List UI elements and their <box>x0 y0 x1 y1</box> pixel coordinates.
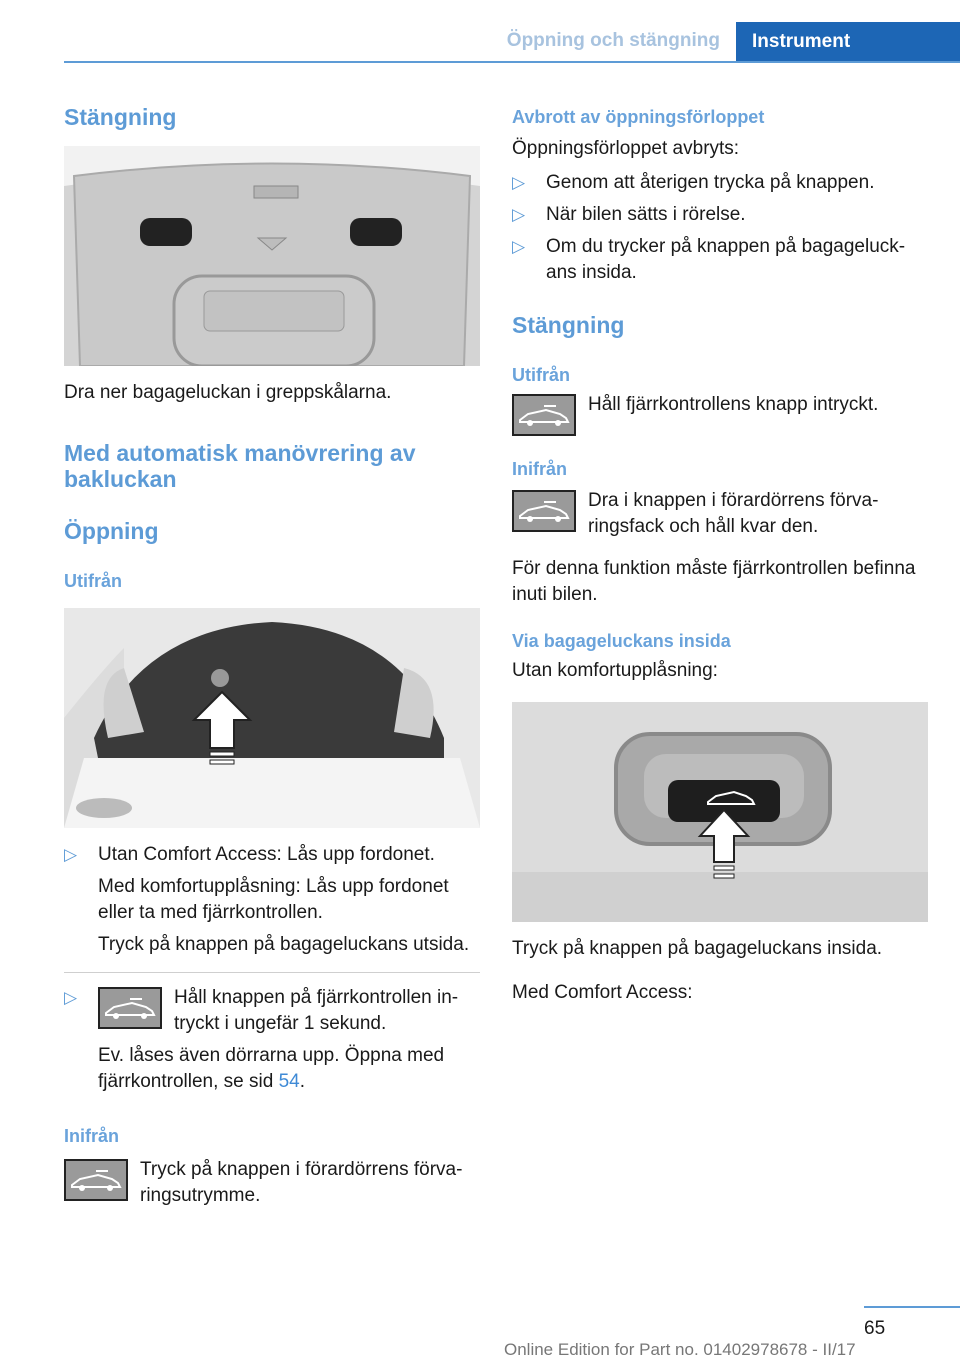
page-number: 65 <box>864 1318 886 1339</box>
header-section-title: Öppning och stängning <box>506 30 720 51</box>
tailgate-car-icon <box>512 394 576 436</box>
hold-remote-text: Håll knappen på fjärrkontrollen intryckt i ungefär 1 sekund. <box>174 987 459 1034</box>
page-link-54[interactable]: 54 <box>278 1071 300 1092</box>
abort-item-text: När bilen sätts i rörelse. <box>546 204 746 225</box>
hold-remote-close-text: Håll fjärrkontrollens knapp intryckt. <box>588 394 879 415</box>
inside-button-image <box>512 702 928 922</box>
outside-close-row <box>512 392 928 436</box>
list-item <box>512 202 928 228</box>
triangle-bullet-icon: ▷ <box>64 845 78 864</box>
heading-closing: Stängning <box>64 104 177 130</box>
list-item <box>64 842 480 958</box>
right-column <box>512 100 928 1006</box>
triangle-bullet-icon: ▷ <box>512 173 526 192</box>
left-column <box>64 100 480 1209</box>
list-item <box>512 170 928 196</box>
pull-instruction: Dra ner bagageluckan i greppskålarna. <box>64 382 392 403</box>
tailgate-car-icon <box>98 987 162 1029</box>
unlock-doors-note <box>98 1043 480 1095</box>
tailgate-car-icon <box>512 490 576 532</box>
heading-inside-right: Inifrån <box>512 459 568 479</box>
unlock-doors-note-text: Ev. låses även dörrarna upp. Öppna med fjärrkontrollen, se sid <box>98 1045 445 1092</box>
inside-close-row <box>512 488 928 540</box>
list-item <box>512 234 928 286</box>
step-press-outside: Tryck på knappen på bagageluckans utsida. <box>98 934 470 955</box>
tailgate-car-icon <box>64 1159 128 1201</box>
triangle-bullet-icon: ▷ <box>64 988 78 1007</box>
abort-item-text: Genom att återigen trycka på knappen. <box>546 172 875 193</box>
with-comfort-label: Med Comfort Access: <box>512 982 693 1003</box>
abort-item-text: Om du trycker på knappen på bagageluckans insida. <box>546 236 906 283</box>
edition-footer: Online Edition for Part no. 01402978678 - II/17 <box>504 1340 856 1359</box>
heading-opening: Öppning <box>64 518 159 544</box>
remote-icon-row <box>98 985 480 1037</box>
press-inside-caption: Tryck på knappen på bagageluckans insida. <box>512 938 883 959</box>
heading-via-inside: Via bagageluckans insida <box>512 631 731 651</box>
trunk-lid-inside-image <box>64 146 480 366</box>
step-no-comfort: Utan Comfort Access: Lås upp fordonet. <box>98 844 435 865</box>
header-chapter-tab[interactable]: Instrument <box>736 22 960 63</box>
abort-list <box>512 170 928 286</box>
header-rule <box>64 61 960 63</box>
step-comfort-unlock: Med komfortupplåsning: Lås upp fordonet eller ta med fjärrkontrollen. <box>98 876 449 923</box>
heading-outside: Utifrån <box>64 571 122 591</box>
pull-driver-door-text: Dra i knappen i förardörrens förvaringsfack och håll kvar den. <box>588 490 879 537</box>
footer-rule <box>864 1306 960 1308</box>
no-comfort-label: Utan komfortupplåsning: <box>512 660 718 681</box>
heading-outside-right: Utifrån <box>512 365 570 385</box>
triangle-bullet-icon: ▷ <box>512 237 526 256</box>
list-item <box>64 985 480 1095</box>
abort-intro: Öppningsförloppet avbryts: <box>512 138 740 159</box>
heading-abort: Avbrott av öppningsförloppet <box>512 107 765 127</box>
note-period: . <box>299 1071 305 1092</box>
heading-auto: Med automatisk manövrering av bakluckan <box>64 440 416 492</box>
opening-steps <box>64 842 480 1095</box>
press-driver-door-text: Tryck på knappen i förardörrens förvaringsutrymme. <box>140 1159 463 1206</box>
remote-inside-note: För denna funktion måste fjärrkontrollen befinna inuti bilen. <box>512 558 916 605</box>
heading-closing-right: Stängning <box>512 312 625 338</box>
heading-inside: Inifrån <box>64 1126 120 1146</box>
triangle-bullet-icon: ▷ <box>512 205 526 224</box>
divider <box>64 972 480 973</box>
inside-icon-row <box>64 1157 480 1209</box>
rear-car-button-image <box>64 608 480 828</box>
